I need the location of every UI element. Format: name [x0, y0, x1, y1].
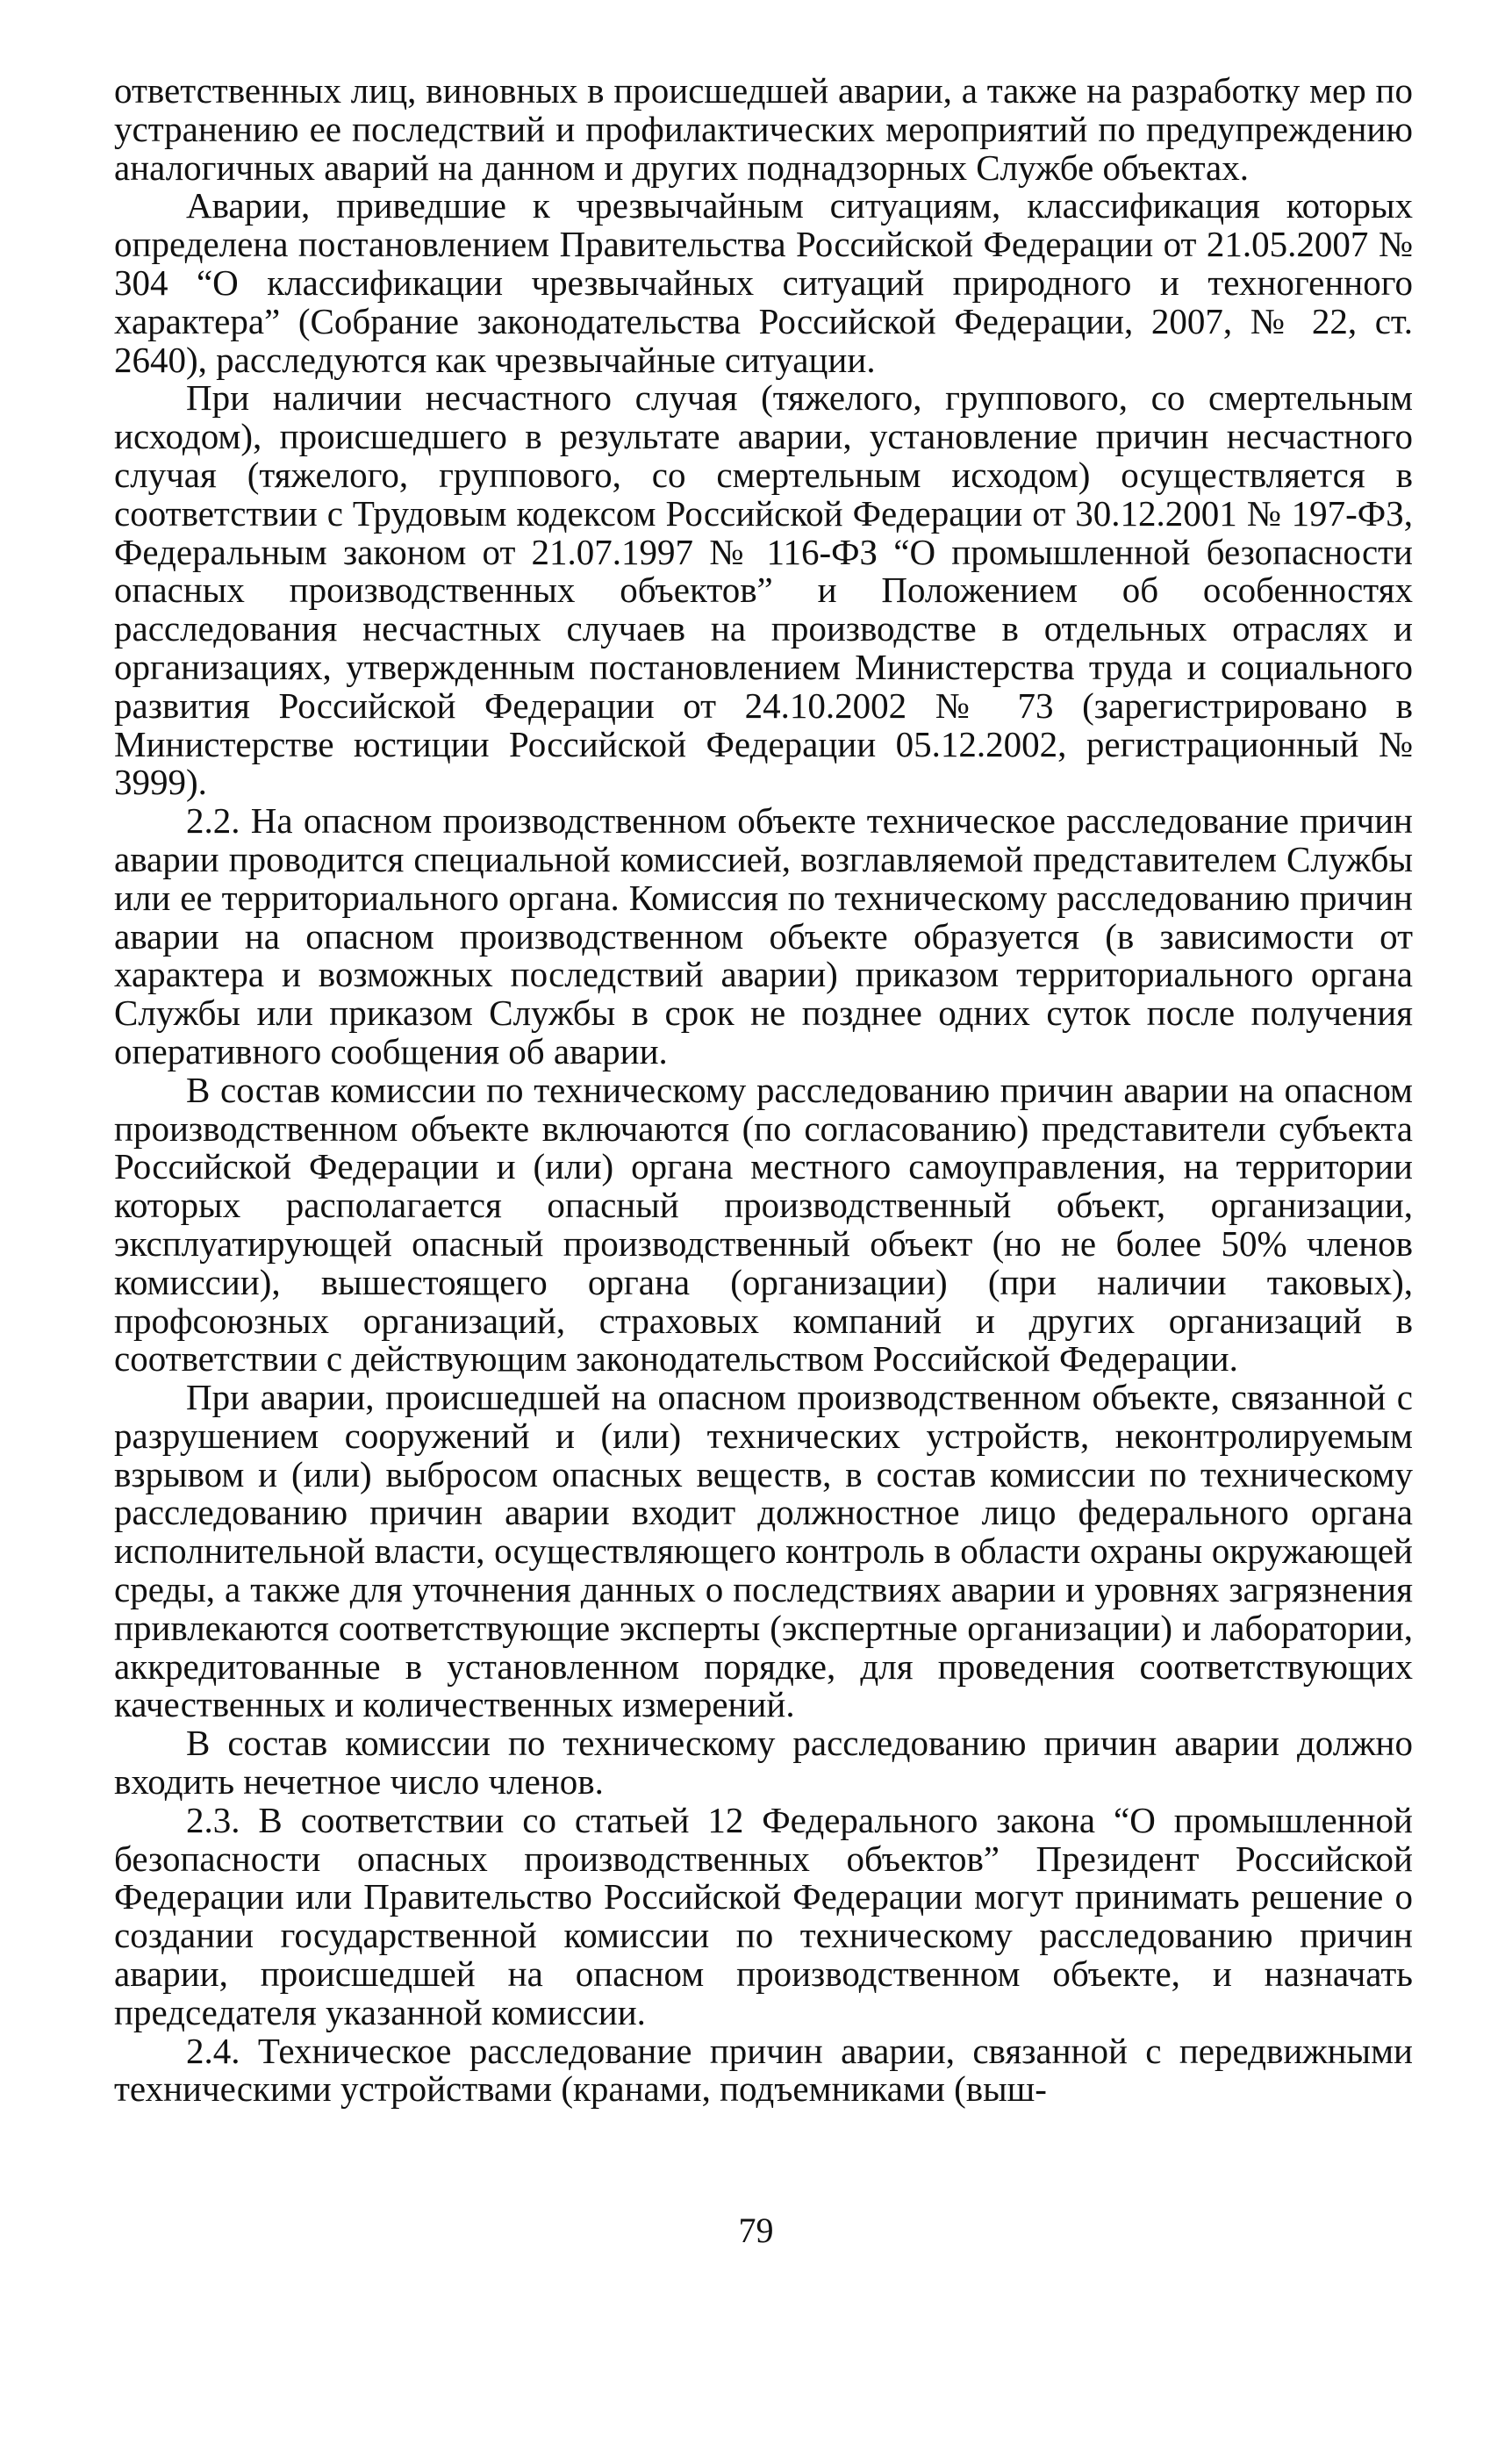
paragraph-continuation: ответственных лиц, виновных в происшедшей аварии, а также на разработку мер по устранению ее последствий и профилактических мероприятий по предупреждению аналогичных аварий на данном и других поднадзорных Службе объектах.: [114, 70, 1413, 188]
paragraph-commission-composition: В состав комиссии по техническому расследованию причин аварии на опасном производственном объекте включаются (по согласованию) представители субъекта Российской Федерации и (или) органа местного самоуправления, на территории которых располагается опасный производственный объект, организации, эксплуатирующей опасный производственный объект (но не более 50% членов комиссии), вышестоящего органа (организации) (при наличии таковых), профсоюзных организаций, страховых компаний и других организаций в соответствии с действующим законодательством Российской Федерации.: [114, 1069, 1413, 1380]
paragraph-section-2-4: 2.4. Техническое расследование причин аварии, связанной с передвижными техническими устройствами (кранами, подъемниками (выш-: [114, 2030, 1413, 2110]
document-body: [114, 72, 1413, 2109]
paragraph-emergency-classification: Аварии, приведшие к чрезвычайным ситуациям, классификация которых определена постановлением Правительства Российской Федерации от 21.05.2007 № 304 “О классификации чрезвычайных ситуаций природного и техногенного характера” (Собрание законодательства Российской Федерации, 2007, № 22, ст. 2640), расследуются как чрезвычайные ситуации.: [114, 185, 1413, 380]
paragraph-odd-members: В состав комиссии по техническому расследованию причин аварии должно входить нечетное число членов.: [114, 1723, 1413, 1803]
paragraph-section-2-3: 2.3. В соответствии со статьей 12 Федерального закона “О промышленной безопасности опасных производственных объектов” Президент Российской Федерации или Правительство Российской Федерации могут принимать решение о создании государственной комиссии по техническому расследованию причин аварии, происшедшей на опасном производственном объекте, и назначать председателя указанной комиссии.: [114, 1799, 1413, 2032]
paragraph-environmental-officials: При аварии, происшедшей на опасном производственном объекте, связанной с разрушением сооружений и (или) технических устройств, неконтролируемым взрывом и (или) выбросом опасных веществ, в состав комиссии по техническому расследованию причин аварии входит должностное лицо федерального органа исполнительной власти, осуществляющего контроль в области охраны окружающей среды, а также для уточнения данных о последствиях аварии и уровнях загрязнения привлекаются соответствующие эксперты (экспертные организации) и лаборатории, аккредитованные в установленном порядке, для проведения соответствующих качественных и количественных измерений.: [114, 1377, 1413, 1725]
paragraph-accident-investigation: При наличии несчастного случая (тяжелого, группового, со смертельным исходом), происшедшего в результате аварии, установление причин несчастного случая (тяжелого, группового, со смертельным исходом) осуществляется в соответствии с Трудовым кодексом Российской Федерации от 30.12.2001 № 197-ФЗ, Федеральным законом от 21.07.1997 № 116-ФЗ “О промышленной безопасности опасных производственных объектов” и Положением об особенностях расследования несчастных случаев на производстве в отдельных отраслях и организациях, утвержденным постановлением Министерства труда и социального развития Российской Федерации от 24.10.2002 № 73 (зарегистрировано в Министерстве юстиции Российской Федерации 05.12.2002, регистрационный № 3999).: [114, 377, 1413, 803]
page-number: 79: [738, 2211, 774, 2250]
paragraph-section-2-2: 2.2. На опасном производственном объекте техническое расследование причин аварии проводится специальной комиссией, возглавляемой представителем Службы или ее территориального органа. Комиссия по техническому расследованию причин аварии на опасном производственном объекте образуется (в зависимости от характера и возможных последствий аварии) приказом территориального органа Службы или приказом Службы в срок не позднее одних суток после получения оперативного сообщения об аварии.: [114, 800, 1413, 1071]
